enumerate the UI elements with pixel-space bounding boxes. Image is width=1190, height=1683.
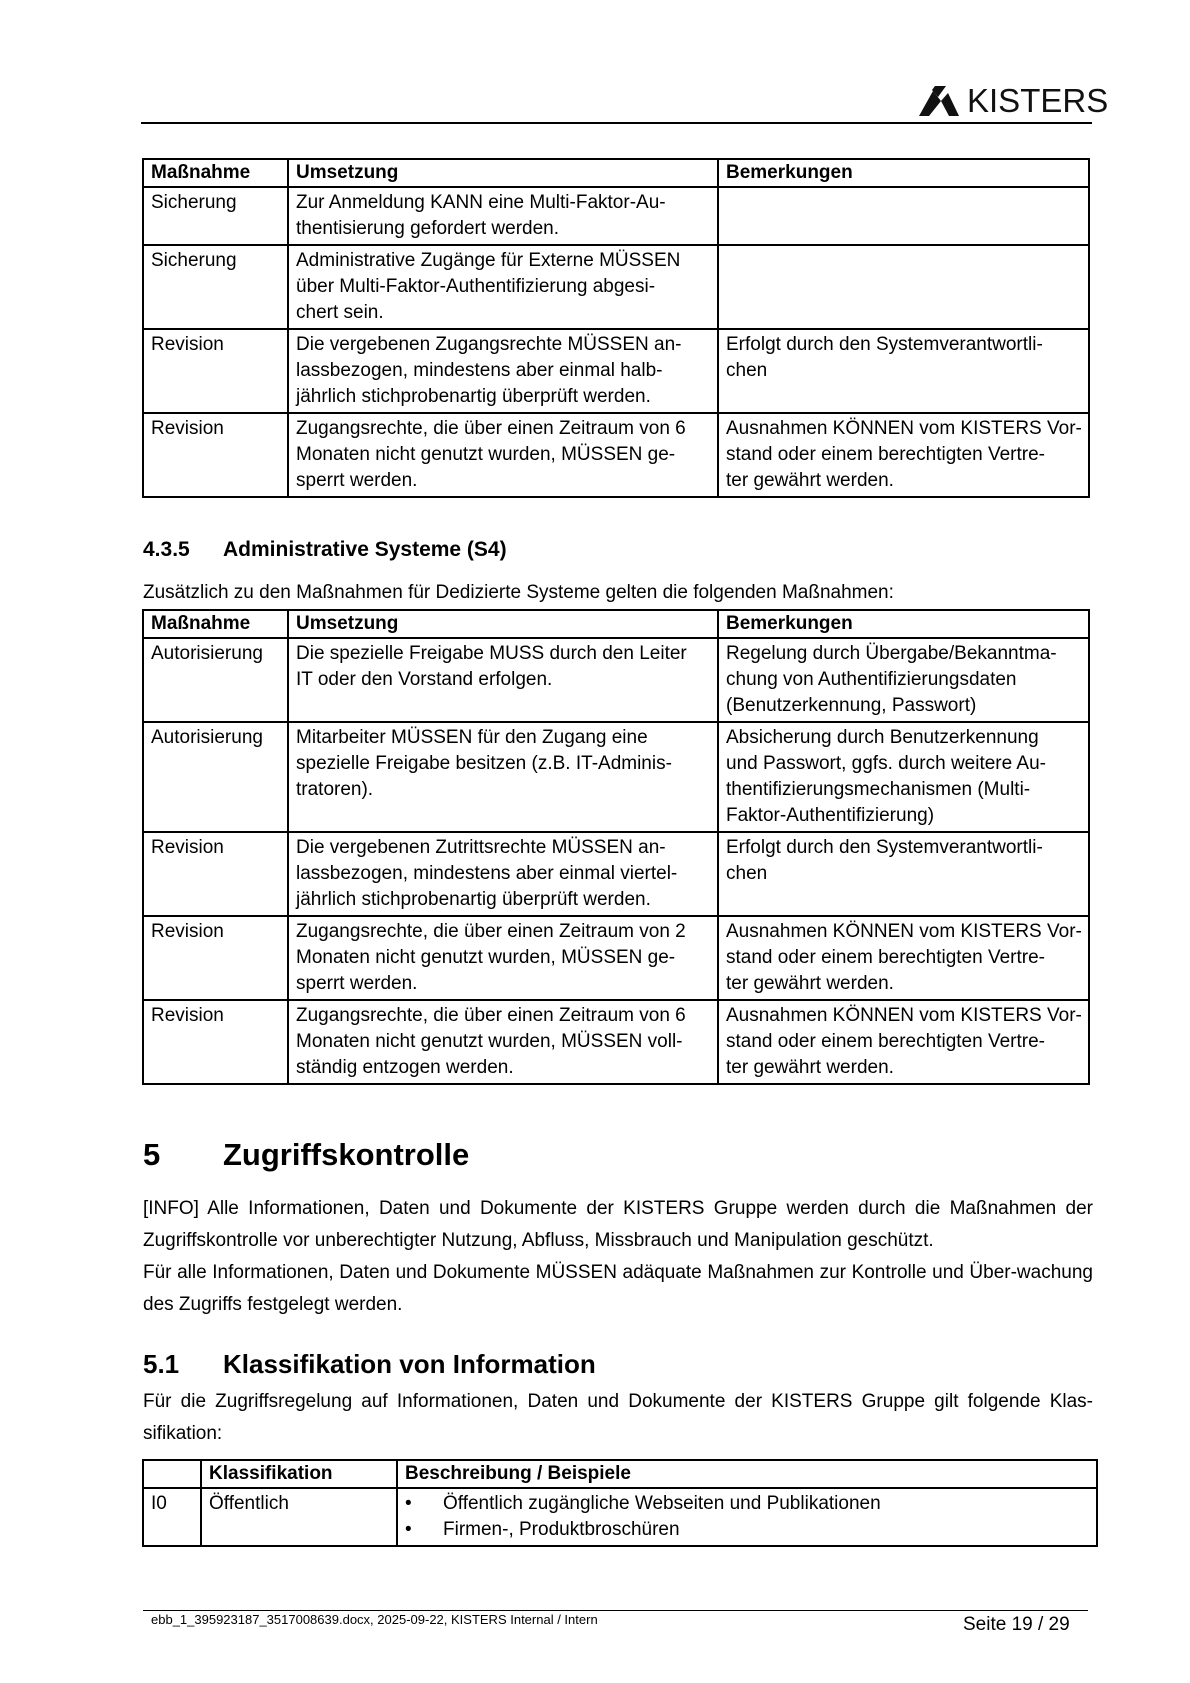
cell-bemerkungen: Regelung durch Übergabe/Bekanntma- chung von Authentifizierungsdaten (Benutzerkennung, Passwort) [718,638,1089,722]
section-number: 4.3.5 [143,538,190,561]
cell-umsetzung: Zugangsrechte, die über einen Zeitraum von 2 Monaten nicht genutzt wurden, MÜSSEN ge- sperrt werden. [288,916,718,1000]
section-title: Zugriffskontrolle [223,1137,470,1172]
cell-bemerkungen: Ausnahmen KÖNNEN vom KISTERS Vor- stand oder einem berechtigten Vertre- ter gewährt werden. [718,1000,1089,1084]
list-item: • Firmen-, Produktbroschüren [405,1517,1090,1543]
column-header: Maßnahme [143,610,288,638]
column-header: Bemerkungen [718,610,1089,638]
table-row [143,832,1089,916]
cell-massnahme: Revision [143,916,288,1000]
column-header: Klassifikation [201,1460,397,1488]
cell-massnahme: Revision [143,413,288,497]
logo-text: KISTERS [967,82,1109,119]
section-intro: Zusätzlich zu den Maßnahmen für Dedizierte Systeme gelten die folgenden Maßnahmen: [143,582,894,603]
table-row [143,413,1089,497]
section-number: 5 [143,1137,161,1172]
measures-table-s4 [142,609,1090,1085]
table-header-row [143,159,1089,187]
cell-massnahme: Sicherung [143,187,288,245]
table-row [143,638,1089,722]
section-title: Klassifikation von Information [223,1349,596,1379]
header-divider [141,122,1092,124]
table-header-row [143,610,1089,638]
cell-umsetzung: Zur Anmeldung KANN eine Multi-Faktor-Au- thentisierung gefordert werden. [288,187,718,245]
table-row [143,245,1089,329]
list-item: • Öffentlich zugängliche Webseiten und Publikationen [405,1491,1090,1517]
footer-document-info: ebb_1_395923187_3517008639.docx, 2025-09-22, KISTERS Internal / Intern [151,1612,598,1627]
cell-bemerkungen: Erfolgt durch den Systemverantwortli- chen [718,329,1089,413]
cell-umsetzung: Zugangsrechte, die über einen Zeitraum von 6 Monaten nicht genutzt wurden, MÜSSEN voll- ständig entzogen werden. [288,1000,718,1084]
cell-bemerkungen: Ausnahmen KÖNNEN vom KISTERS Vor- stand oder einem berechtigten Vertre- ter gewährt werden. [718,916,1089,1000]
table-header-row [143,1460,1097,1488]
section-intro: Für die Zugriffsregelung auf Informationen, Daten und Dokumente der KISTERS Gruppe gilt folgende Klas-sifikation: [143,1391,1093,1444]
section-heading-5-1 [143,1349,596,1380]
column-header: Umsetzung [288,159,718,187]
cell-massnahme: Revision [143,1000,288,1084]
cell-bemerkungen [718,187,1089,245]
measures-table-s3 [142,158,1090,498]
table-row [143,1000,1089,1084]
cell-massnahme: Revision [143,329,288,413]
section-heading-4-3-5 [143,538,507,562]
section-title: Administrative Systeme (S4) [223,538,507,561]
cell-umsetzung: Administrative Zugänge für Externe MÜSSEN über Multi-Faktor-Authentifizierung abgesi- chert sein. [288,245,718,329]
column-header [143,1460,201,1488]
cell-bemerkungen [718,245,1089,329]
cell-umsetzung: Die spezielle Freigabe MUSS durch den Leiter IT oder den Vorstand erfolgen. [288,638,718,722]
cell-massnahme: Autorisierung [143,638,288,722]
column-header: Maßnahme [143,159,288,187]
section-body [143,1193,1093,1321]
examples-list [405,1491,1090,1543]
cell-bemerkungen: Erfolgt durch den Systemverantwortli- chen [718,832,1089,916]
table-row [143,329,1089,413]
cell-massnahme: Autorisierung [143,722,288,832]
footer-page-number: Seite 19 / 29 [963,1614,1070,1635]
paragraph: Für alle Informationen, Daten und Dokumente MÜSSEN adäquate Maßnahmen zur Kontrolle und Über-wachung des Zugriffs festgelegt werden. [143,1262,1093,1315]
cell-bemerkungen: Ausnahmen KÖNNEN vom KISTERS Vor- stand oder einem berechtigten Vertre- ter gewährt werden. [718,413,1089,497]
table-row [143,187,1089,245]
cell-beispiele [397,1488,1097,1546]
company-logo [919,84,1108,118]
section-heading-5 [143,1137,469,1173]
cell-bemerkungen: Absicherung durch Benutzerkennung und Passwort, ggfs. durch weitere Au- thentifizierungsmechanismen (Multi- Faktor-Authentifizierung) [718,722,1089,832]
cell-umsetzung: Mitarbeiter MÜSSEN für den Zugang eine spezielle Freigabe besitzen (z.B. IT-Adminis- tratoren). [288,722,718,832]
cell-massnahme: Revision [143,832,288,916]
cell-umsetzung: Die vergebenen Zutrittsrechte MÜSSEN an- lassbezogen, mindestens aber einmal viertel- jährlich stichprobenartig überprüft werden. [288,832,718,916]
cell-id: I0 [143,1488,201,1546]
cell-klassifikation: Öffentlich [201,1488,397,1546]
cell-umsetzung: Die vergebenen Zugangsrechte MÜSSEN an- lassbezogen, mindestens aber einmal halb- jährlich stichprobenartig überprüft werden. [288,329,718,413]
column-header: Bemerkungen [718,159,1089,187]
table-row [143,916,1089,1000]
kisters-k-mark-icon [919,86,959,116]
classification-table [142,1459,1098,1547]
cell-massnahme: Sicherung [143,245,288,329]
column-header: Beschreibung / Beispiele [397,1460,1097,1488]
footer-divider [143,1610,1088,1611]
table-row [143,722,1089,832]
table-row [143,1488,1097,1546]
column-header: Umsetzung [288,610,718,638]
cell-umsetzung: Zugangsrechte, die über einen Zeitraum von 6 Monaten nicht genutzt wurden, MÜSSEN ge- sperrt werden. [288,413,718,497]
paragraph: [INFO] Alle Informationen, Daten und Dokumente der KISTERS Gruppe werden durch die Maßnahmen der Zugriffskontrolle vor unberechtigter Nutzung, Abfluss, Missbrauch und Manipulation geschützt. [143,1198,1093,1251]
section-number: 5.1 [143,1349,180,1379]
